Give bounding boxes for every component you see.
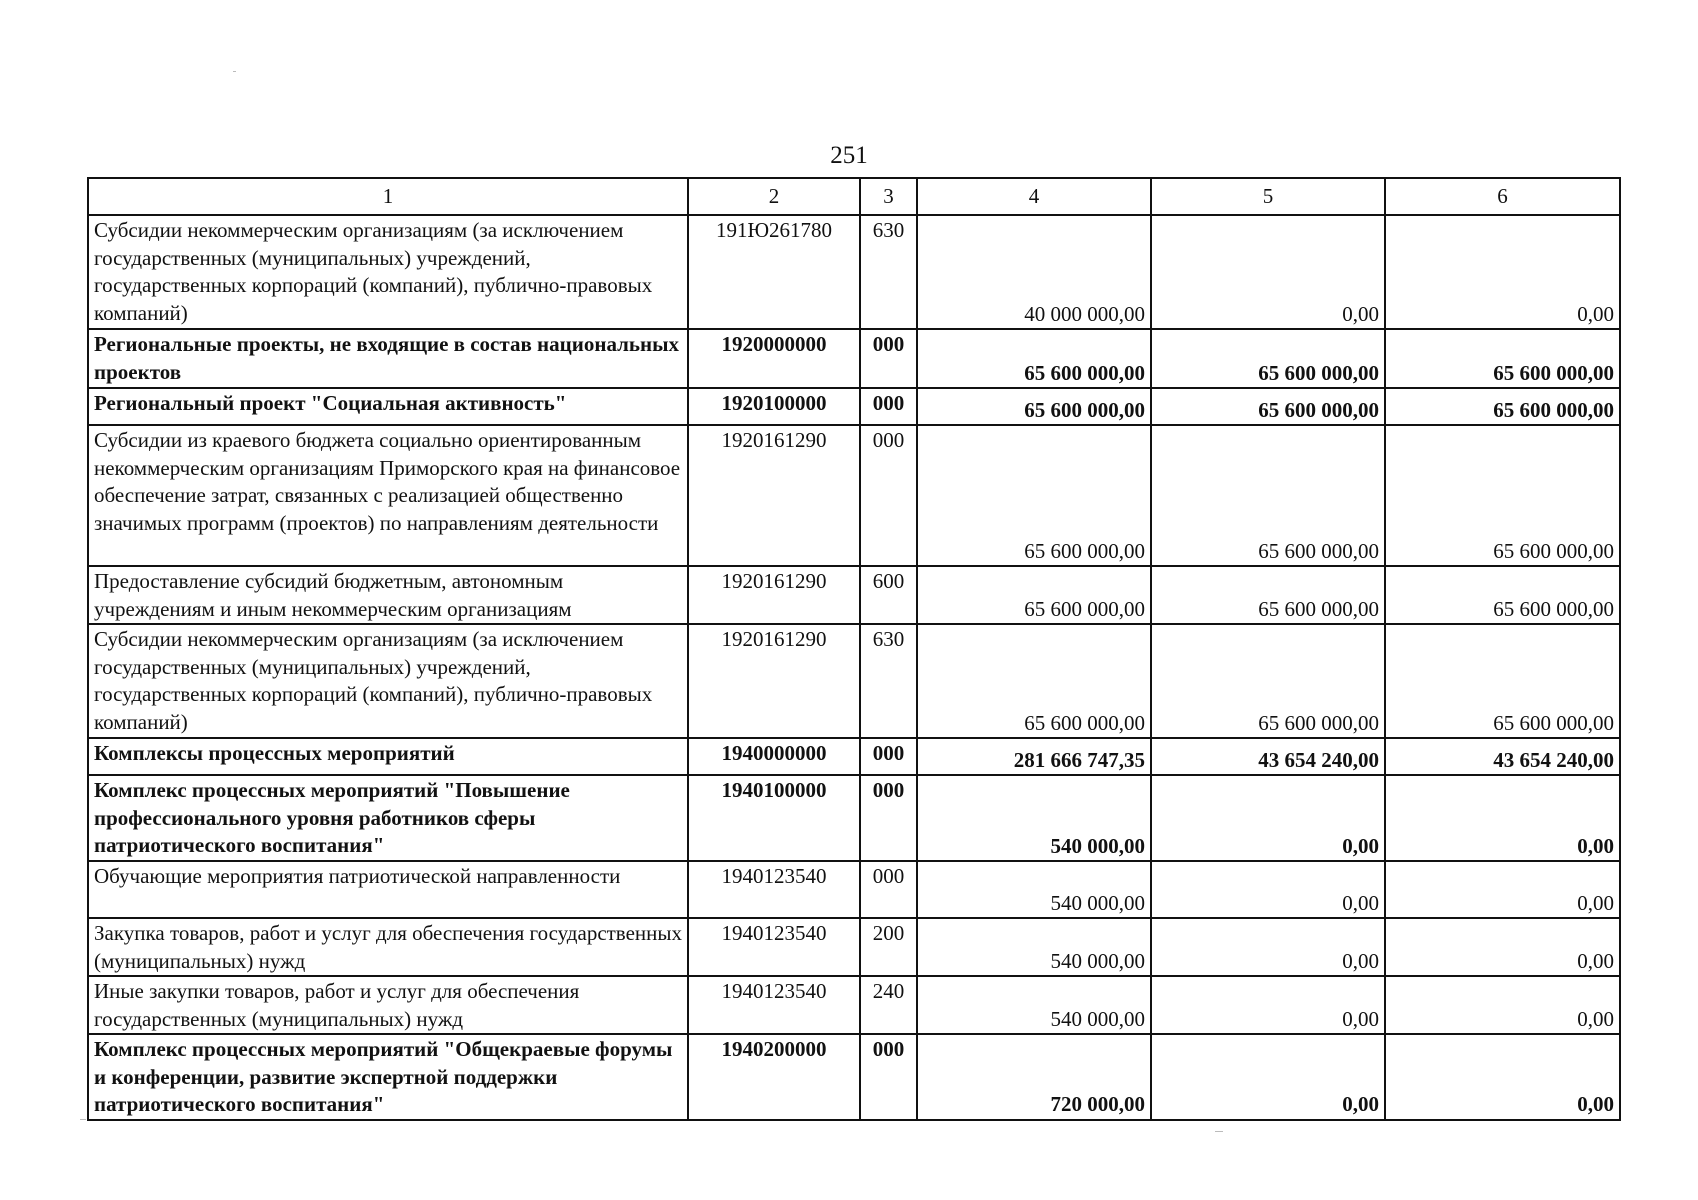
row-value-col4: 65 600 000,00	[917, 388, 1151, 425]
row-value-col4: 65 600 000,00	[917, 425, 1151, 566]
row-name: Закупка товаров, работ и услуг для обеспечения государственных (муниципальных) нужд	[88, 918, 688, 976]
column-header: 2	[688, 178, 860, 215]
page-number: 251	[830, 142, 868, 169]
row-value-col5: 0,00	[1151, 918, 1385, 976]
row-name: Субсидии некоммерческим организациям (за исключением государственных (муниципальных) учреждений, государственных корпораций (компаний), публично-правовых компаний)	[88, 215, 688, 329]
row-expense-type: 000	[860, 738, 917, 775]
row-code: 191Ю261780	[688, 215, 860, 329]
row-value-col5: 65 600 000,00	[1151, 624, 1385, 738]
scan-mark	[233, 71, 236, 72]
row-expense-type: 000	[860, 861, 917, 918]
row-value-col6: 65 600 000,00	[1385, 329, 1620, 388]
row-value-col5: 0,00	[1151, 976, 1385, 1034]
column-header: 5	[1151, 178, 1385, 215]
table-row	[88, 918, 1620, 976]
table-header-row	[88, 178, 1620, 215]
table-row	[88, 215, 1620, 329]
row-value-col4: 65 600 000,00	[917, 329, 1151, 388]
row-code: 1940123540	[688, 976, 860, 1034]
row-expense-type: 000	[860, 388, 917, 425]
row-expense-type: 000	[860, 1034, 917, 1120]
table-row	[88, 329, 1620, 388]
row-value-col6: 0,00	[1385, 918, 1620, 976]
row-value-col6: 65 600 000,00	[1385, 388, 1620, 425]
row-value-col6: 65 600 000,00	[1385, 624, 1620, 738]
table-row	[88, 425, 1620, 566]
row-code: 1920161290	[688, 624, 860, 738]
row-value-col6: 0,00	[1385, 775, 1620, 861]
budget-table	[87, 177, 1621, 1121]
row-expense-type: 630	[860, 215, 917, 329]
row-name: Комплекс процессных мероприятий "Повышение профессионального уровня работников сферы патриотического воспитания"	[88, 775, 688, 861]
row-name: Комплекс процессных мероприятий "Общекраевые форумы и конференции, развитие экспертной поддержки патриотического воспитания"	[88, 1034, 688, 1120]
table-row	[88, 566, 1620, 624]
row-expense-type: 200	[860, 918, 917, 976]
row-value-col5: 0,00	[1151, 215, 1385, 329]
table-row	[88, 861, 1620, 918]
row-expense-type: 630	[860, 624, 917, 738]
row-value-col5: 0,00	[1151, 775, 1385, 861]
row-value-col6: 0,00	[1385, 1034, 1620, 1120]
row-value-col5: 43 654 240,00	[1151, 738, 1385, 775]
row-value-col4: 40 000 000,00	[917, 215, 1151, 329]
row-value-col6: 0,00	[1385, 861, 1620, 918]
row-value-col4: 65 600 000,00	[917, 566, 1151, 624]
row-code: 1940123540	[688, 918, 860, 976]
row-value-col4: 540 000,00	[917, 918, 1151, 976]
row-value-col5: 65 600 000,00	[1151, 425, 1385, 566]
row-name: Субсидии некоммерческим организациям (за исключением государственных (муниципальных) учреждений, государственных корпораций (компаний), публично-правовых компаний)	[88, 624, 688, 738]
row-value-col6: 43 654 240,00	[1385, 738, 1620, 775]
row-value-col5: 65 600 000,00	[1151, 329, 1385, 388]
row-expense-type: 600	[860, 566, 917, 624]
row-expense-type: 000	[860, 775, 917, 861]
row-name: Субсидии из краевого бюджета социально ориентированным некоммерческим организациям Приморского края на финансовое обеспечение затрат, связанных с реализацией общественно значимых программ (проектов) по направлениям деятельности	[88, 425, 688, 566]
row-expense-type: 000	[860, 329, 917, 388]
row-name: Региональный проект "Социальная активность"	[88, 388, 688, 425]
row-value-col6: 0,00	[1385, 215, 1620, 329]
row-name: Иные закупки товаров, работ и услуг для обеспечения государственных (муниципальных) нужд	[88, 976, 688, 1034]
row-value-col6: 65 600 000,00	[1385, 425, 1620, 566]
row-code: 1940200000	[688, 1034, 860, 1120]
scan-mark	[80, 1119, 86, 1120]
row-code: 1920161290	[688, 425, 860, 566]
column-header: 4	[917, 178, 1151, 215]
row-code: 1940100000	[688, 775, 860, 861]
table-row	[88, 775, 1620, 861]
column-header: 3	[860, 178, 917, 215]
table-row	[88, 738, 1620, 775]
scan-mark	[1215, 1131, 1223, 1132]
row-value-col6: 65 600 000,00	[1385, 566, 1620, 624]
row-value-col5: 65 600 000,00	[1151, 566, 1385, 624]
row-value-col4: 540 000,00	[917, 775, 1151, 861]
row-code: 1920100000	[688, 388, 860, 425]
row-expense-type: 240	[860, 976, 917, 1034]
row-value-col4: 65 600 000,00	[917, 624, 1151, 738]
table-row	[88, 388, 1620, 425]
row-value-col4: 281 666 747,35	[917, 738, 1151, 775]
row-value-col4: 540 000,00	[917, 976, 1151, 1034]
column-header: 1	[88, 178, 688, 215]
row-value-col4: 540 000,00	[917, 861, 1151, 918]
table-row	[88, 1034, 1620, 1120]
row-code: 1920161290	[688, 566, 860, 624]
row-name: Региональные проекты, не входящие в состав национальных проектов	[88, 329, 688, 388]
row-name: Предоставление субсидий бюджетным, автономным учреждениям и иным некоммерческим организациям	[88, 566, 688, 624]
table-row	[88, 624, 1620, 738]
row-name: Обучающие мероприятия патриотической направленности	[88, 861, 688, 918]
row-name: Комплексы процессных мероприятий	[88, 738, 688, 775]
row-code: 1940123540	[688, 861, 860, 918]
row-value-col5: 65 600 000,00	[1151, 388, 1385, 425]
row-code: 1940000000	[688, 738, 860, 775]
row-value-col6: 0,00	[1385, 976, 1620, 1034]
row-code: 1920000000	[688, 329, 860, 388]
row-value-col4: 720 000,00	[917, 1034, 1151, 1120]
row-value-col5: 0,00	[1151, 1034, 1385, 1120]
column-header: 6	[1385, 178, 1620, 215]
table-row	[88, 976, 1620, 1034]
row-value-col5: 0,00	[1151, 861, 1385, 918]
row-expense-type: 000	[860, 425, 917, 566]
